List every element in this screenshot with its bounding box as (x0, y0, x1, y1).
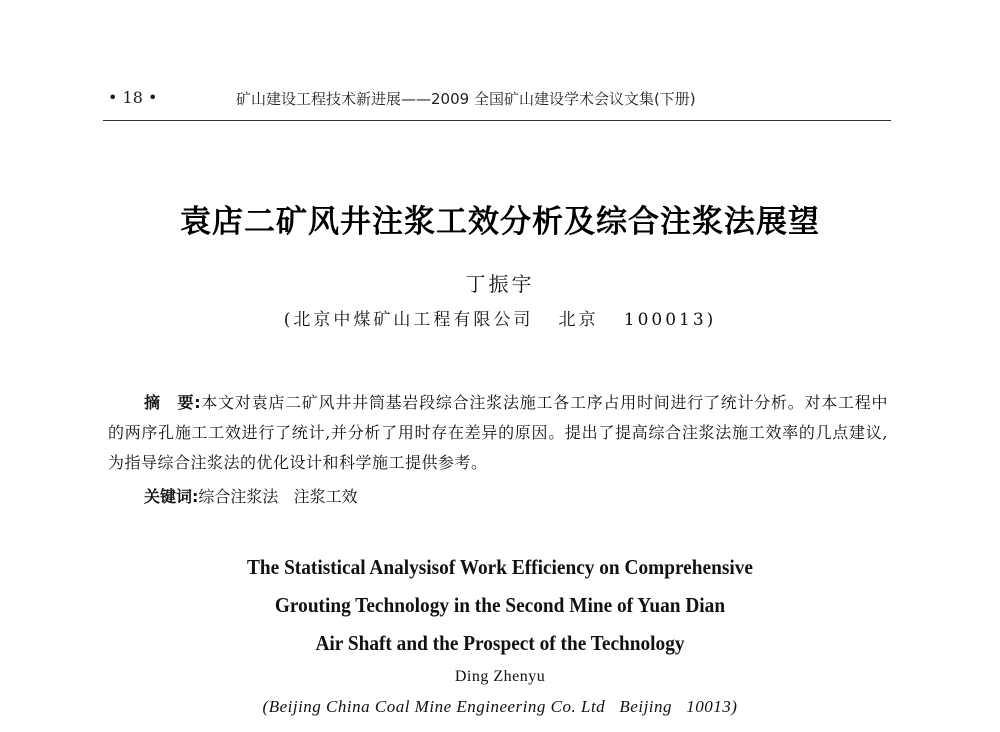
page-number: • 18 • (108, 88, 158, 107)
author-en: Ding Zhenyu (454, 668, 546, 685)
keywords-label: 关键词: (144, 487, 199, 506)
keywords-text: 综合注浆法 注浆工效 (198, 487, 358, 506)
paper-title-cn: 袁店二矿风井注浆工效分析及综合注浆法展望 (180, 204, 820, 240)
affiliation-en: (Beijing China Coal Mine Engineering Co. Ltd Beijing 10013) (262, 697, 738, 716)
title-en-line3: Air Shaft and the Prospect of the Technology (315, 631, 685, 655)
paper-title-en (40, 548, 960, 662)
keywords (144, 484, 358, 507)
running-title: 矿山建设工程技术新进展——2009 全国矿山建设学术会议文集(下册) (236, 90, 696, 108)
title-en-line2: Grouting Technology in the Second Mine of Yuan Dian (274, 593, 726, 617)
affiliation-cn: (北京中煤矿山工程有限公司 北京 100013) (283, 310, 717, 330)
abstract-label: 摘 要: (144, 393, 202, 412)
abstract (108, 388, 888, 478)
author-cn: 丁振宇 (465, 272, 535, 296)
abstract-text: 本文对袁店二矿风井井筒基岩段综合注浆法施工各工序占用时间进行了统计分析。对本工程中的两序孔施工工效进行了统计,并分析了用时存在差异的原因。提出了提高综合注浆法施工效率的几点建议,为指导综合注浆法的优化设计和科学施工提供参考。 (108, 393, 888, 472)
header-rule (103, 120, 891, 121)
title-en-line1: The Statistical Analysisof Work Efficiency on Comprehensive (247, 555, 753, 579)
